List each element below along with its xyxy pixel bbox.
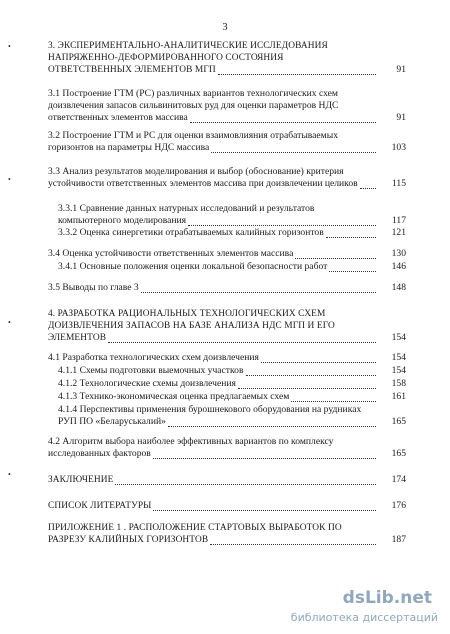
toc-page-number: 176 <box>391 500 406 511</box>
toc-dot-leader <box>153 510 376 511</box>
toc-entry-line: СПИСОК ЛИТЕРАТУРЫ <box>48 501 152 511</box>
toc-entry-line: ответственных элементов массива <box>48 112 188 123</box>
toc-page-number: 161 <box>391 391 406 402</box>
toc-dot-leader <box>218 74 376 75</box>
toc-page-number: 103 <box>391 142 406 153</box>
toc-dot-leader <box>360 188 376 189</box>
toc-entry-line: компьютерного моделирования <box>58 215 187 226</box>
toc-dot-leader <box>210 544 376 545</box>
toc-dot-leader <box>190 122 376 123</box>
toc-dot-leader <box>329 271 376 272</box>
toc-entry-line: 3.1 Построение ГТМ (РС) различных вариантов технологических схем <box>48 88 338 99</box>
toc-entry-line: 3.3.1 Сравнение данных натурных исследований и результатов <box>58 203 315 214</box>
toc-entry-line: 4. РАЗРАБОТКА РАЦИОНАЛЬНЫХ ТЕХНОЛОГИЧЕСКИХ СХЕМ <box>48 309 326 319</box>
toc-entry-line: ДОИЗВЛЕЧЕНИЯ ЗАПАСОВ НА БАЗЕ АНАЛИЗА НДС МГП И ЕГО <box>48 321 335 331</box>
toc-entry-line: РУП ПО «Беларуськалий» <box>58 416 166 427</box>
toc-dot-leader <box>326 237 376 238</box>
scan-mark: • <box>8 42 11 51</box>
toc-entry-line: НАПРЯЖЕННО-ДЕФОРМИРОВАННОГО СОСТОЯНИЯ <box>48 53 284 63</box>
toc-entry-line: 3. ЭКСПЕРИМЕНТАЛЬНО-АНАЛИТИЧЕСКИЕ ИССЛЕДОВАНИЯ <box>48 41 328 51</box>
toc-page-number: 154 <box>391 365 406 376</box>
toc-entry-line: 4.1 Разработка технологических схем доизвлечения <box>48 352 259 363</box>
toc-page-number: 115 <box>391 178 406 189</box>
toc-entry-line: 4.1.1 Схемы подготовки выемочных участков <box>58 365 244 376</box>
toc-entry-line: исследованных факторов <box>48 448 151 459</box>
toc-entry-line: 3.5 Выводы по главе 3 <box>48 282 139 293</box>
toc-entry-line: 3.2 Построение ГТМ и РС для оценки взаимовлияния отрабатываемых <box>48 130 339 141</box>
toc-entry-line: 3.3.2 Оценка синергетики отрабатываемых калийных горизонтов <box>58 227 324 238</box>
toc-entry-line: ЭЛЕМЕНТОВ <box>48 333 107 343</box>
toc-entry-line: 3.4.1 Основные положения оценки локальной безопасности работ <box>58 261 328 272</box>
toc-entry-line: РАЗРЕЗУ КАЛИЙНЫХ ГОРИЗОНТОВ <box>48 535 209 545</box>
toc-dot-leader <box>141 292 376 293</box>
toc-entry-line: 4.1.2 Технологические схемы доизвлечения <box>58 378 236 389</box>
toc-dot-leader <box>261 362 376 363</box>
toc-page-number: 165 <box>391 416 406 427</box>
toc-page-number: 174 <box>391 474 406 485</box>
toc-dot-leader <box>115 484 376 485</box>
toc-page-number: 91 <box>396 112 406 123</box>
toc-entry-line: ПРИЛОЖЕНИЕ 1 . РАСПОЛОЖЕНИЕ СТАРТОВЫХ ВЫРАБОТОК ПО <box>48 523 342 533</box>
toc-dot-leader <box>291 401 376 402</box>
scan-mark: • <box>8 470 11 479</box>
toc-page-number: 154 <box>391 352 406 363</box>
toc-page-number: 91 <box>396 64 406 75</box>
toc-entry-line: 4.1.3 Технико-экономическая оценка предлагаемых схем <box>58 391 290 402</box>
toc-page-number: 154 <box>391 332 406 343</box>
toc-entry-line: горизонтов на параметры НДС массива <box>48 142 210 153</box>
toc-entry-line: 3.3 Анализ результатов моделирования и выбор (обоснование) критерия <box>48 166 344 177</box>
toc-dot-leader <box>188 225 376 226</box>
toc-page-number: 117 <box>391 215 406 226</box>
toc-entry-line: ЗАКЛЮЧЕНИЕ <box>48 475 114 485</box>
page-number: 3 <box>222 22 228 33</box>
toc-entry-line: 3.4 Оценка устойчивости ответственных элементов массива <box>48 248 294 259</box>
toc-page-number: 148 <box>391 282 406 293</box>
toc-entry-line: 4.2 Алгоритм выбора наиболее эффективных вариантов по комплексу <box>48 436 334 447</box>
toc-dot-leader <box>246 375 376 376</box>
toc-entry-line: ОТВЕТСТВЕННЫХ ЭЛЕМЕНТОВ МГП <box>48 65 216 75</box>
toc-dot-leader <box>108 342 376 343</box>
toc-dot-leader <box>153 458 376 459</box>
toc-entry-line: устойчивости ответственных элементов массива при доизвлечении целиков <box>48 178 358 189</box>
toc-page-number: 158 <box>391 378 406 389</box>
toc-dot-leader <box>168 426 376 427</box>
watermark-subtitle: библиотека диссертаций <box>290 611 438 624</box>
toc-page-number: 165 <box>391 448 406 459</box>
toc-entry-line: доизвлечения запасов сильвинитовых руд для оценки параметров НДС <box>48 100 339 111</box>
watermark-logo: dsLib.net <box>342 588 432 608</box>
toc-page-number: 130 <box>391 248 406 259</box>
toc-dot-leader <box>238 388 376 389</box>
toc-entry-line: 4.1.4 Перспективы применения бурошнекового оборудования на рудниках <box>58 404 362 415</box>
scan-mark: • <box>8 175 11 184</box>
scan-mark: • <box>8 318 11 327</box>
toc-dot-leader <box>295 258 376 259</box>
toc-page-number: 146 <box>391 261 406 272</box>
toc-dot-leader <box>211 152 376 153</box>
toc-page-number: 187 <box>391 534 406 545</box>
toc-page-number: 121 <box>391 227 406 238</box>
